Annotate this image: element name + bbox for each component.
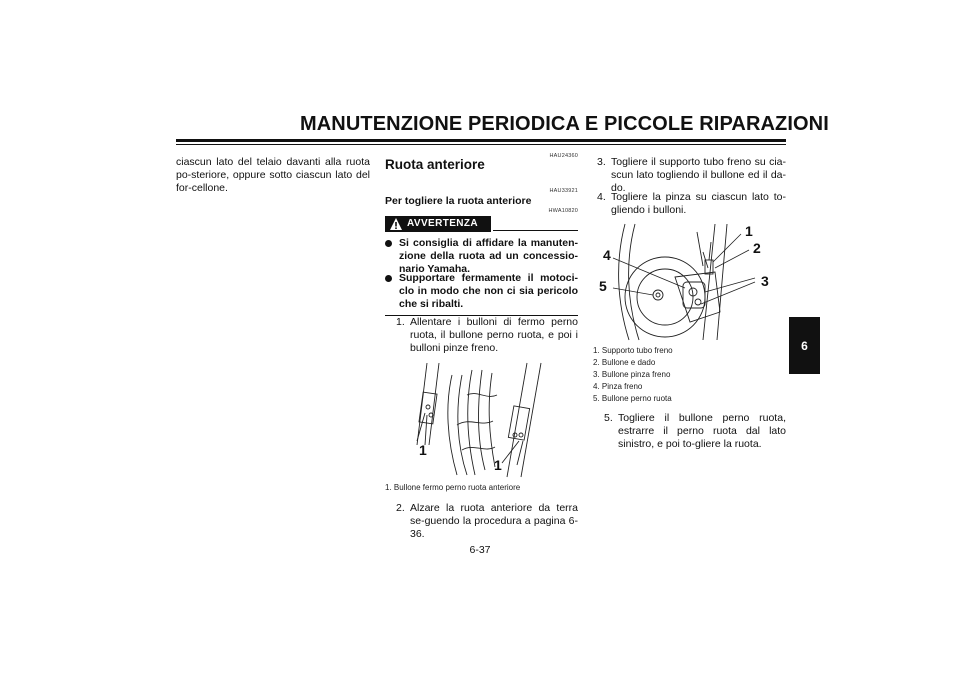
figure2-caption: 1. Supporto tubo freno <box>593 346 673 355</box>
header-rule <box>176 139 786 142</box>
figure2-caption: 5. Bullone perno ruota <box>593 394 672 403</box>
warning-label: AVVERTENZA <box>407 218 479 229</box>
step-text: Togliere il bullone perno ruota, estrarre il perno ruota dal lato sinistro, e poi to-gliere la ruota. <box>618 412 786 450</box>
warning-banner <box>385 216 491 232</box>
subsection-code: HAU33921 <box>549 188 578 194</box>
step-number: 1. <box>396 316 405 328</box>
figure1-callout-1: 1 <box>494 457 502 473</box>
figure2-caption: 4. Pinza freno <box>593 382 643 391</box>
header-rule-thin <box>176 144 786 145</box>
figure1-caption: 1. Bullone fermo perno ruota anteriore <box>385 483 521 492</box>
fork-illustration <box>407 355 557 480</box>
figure-fork-bolts <box>407 355 557 480</box>
warning-rule <box>493 230 578 231</box>
chapter-tab-number: 6 <box>801 339 808 353</box>
bullet-dot-icon <box>385 240 392 247</box>
figure1-callout-1: 1 <box>419 442 427 458</box>
step-1 <box>385 316 578 356</box>
bullet-dot-icon <box>385 275 392 282</box>
page-number: 6-37 <box>469 544 491 556</box>
figure2-callout-1: 1 <box>745 223 753 239</box>
warning-code: HWA10820 <box>548 208 578 214</box>
warning-triangle-icon <box>389 217 403 231</box>
step-text: Togliere la pinza su ciascun lato to-gliendo i bulloni. <box>611 191 786 216</box>
warning-bullet-text: Supportare fermamente il motoci-clo in modo che non ci sia pericolo che si ribalti. <box>399 272 578 310</box>
step-5 <box>593 412 786 452</box>
warning-bullet <box>385 237 578 277</box>
figure2-caption: 3. Bullone pinza freno <box>593 370 671 379</box>
step-number: 3. <box>597 156 606 168</box>
figure-brake-caliper <box>595 222 785 342</box>
step-4 <box>593 191 786 219</box>
step-number: 4. <box>597 191 606 203</box>
section-heading: Ruota anteriore <box>385 157 485 172</box>
step-text: Allentare i bulloni di fermo perno ruota, il bullone perno ruota, e poi i bulloni pinze freno. <box>410 316 578 354</box>
figure2-callout-2: 2 <box>753 240 761 256</box>
column1-paragraph: ciascun lato del telaio davanti alla ruota po-steriore, oppure sotto ciascun lato del for-cellone. <box>176 156 370 194</box>
step-number: 2. <box>396 502 405 514</box>
figure2-callout-5: 5 <box>599 278 607 294</box>
figure2-caption: 2. Bullone e dado <box>593 358 656 367</box>
page-header-title: MANUTENZIONE PERIODICA E PICCOLE RIPARAZIONI <box>300 113 829 135</box>
figure2-callout-4: 4 <box>603 247 611 263</box>
step-2 <box>385 502 578 540</box>
section-code: HAU24360 <box>549 153 578 159</box>
subsection-heading: Per togliere la ruota anteriore <box>385 195 532 207</box>
step-text: Togliere il supporto tubo freno su cia-scun lato togliendo il bullone ed il da-do. <box>611 156 786 194</box>
step-number: 5. <box>604 412 613 424</box>
warning-bullet-text: Si consiglia di affidare la manuten-zione della ruota ad un concessio-nario Yamaha. <box>399 237 578 275</box>
chapter-tab <box>789 317 820 374</box>
warning-bullet <box>385 272 578 312</box>
figure2-callout-3: 3 <box>761 273 769 289</box>
step-3 <box>593 156 786 196</box>
step-text: Alzare la ruota anteriore da terra se-guendo la procedura a pagina 6-36. <box>410 502 578 540</box>
